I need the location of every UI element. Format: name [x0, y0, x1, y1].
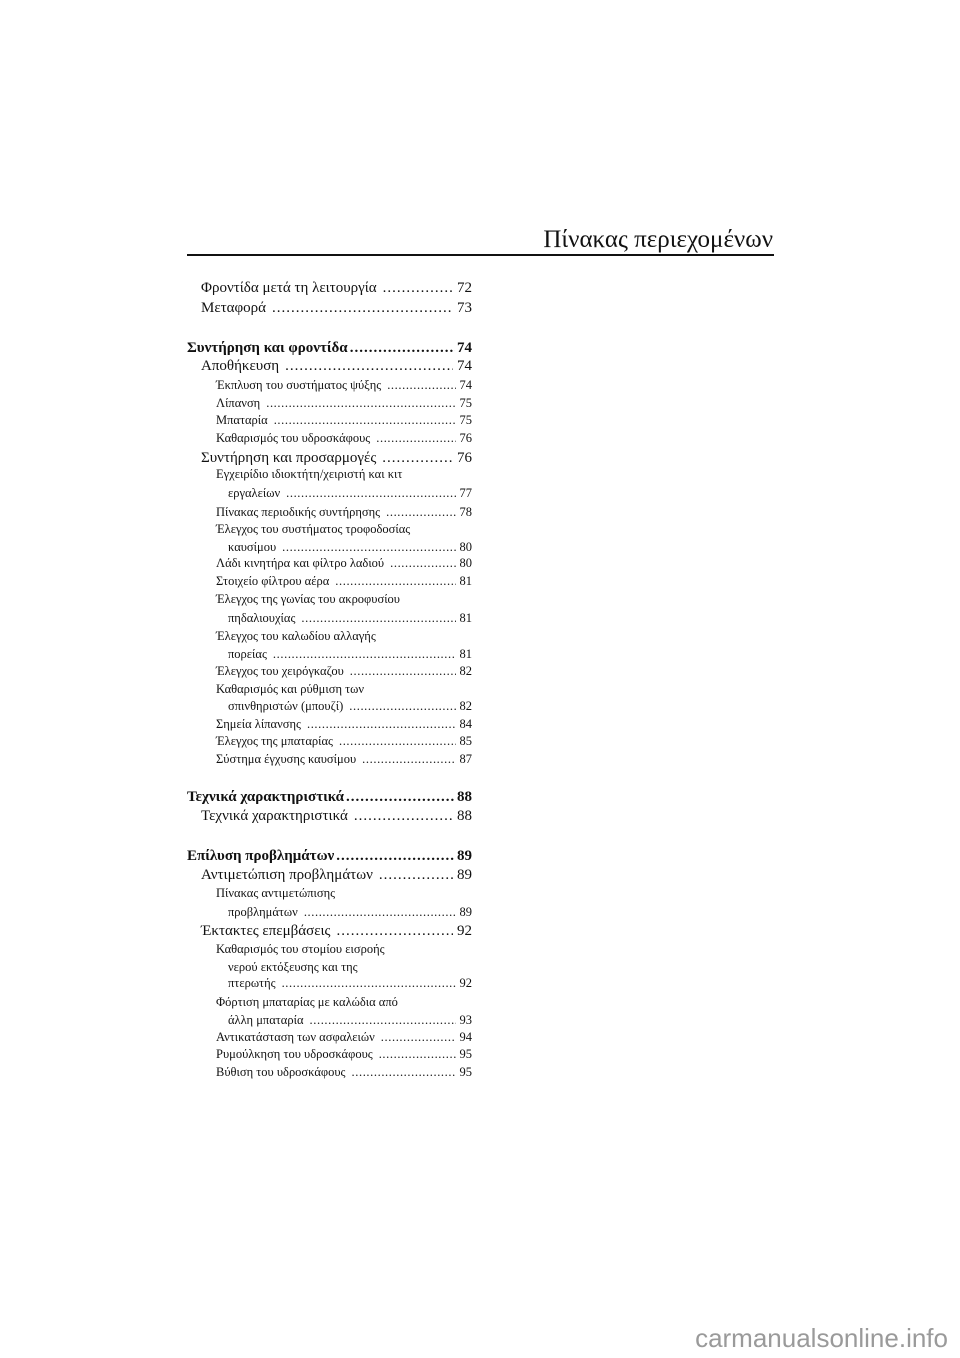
toc-leader-dots: [336, 848, 455, 865]
toc-entry-title: Έλεγχος του καλωδίου αλλαγής: [216, 629, 376, 643]
toc-entry-page: 72: [457, 280, 472, 296]
toc-entry-title: Πίνακας περιοδικής συντήρησης: [216, 505, 381, 519]
toc-leader-dots: [386, 505, 455, 520]
page-title: Πίνακας περιεχομένων: [543, 226, 773, 253]
toc-leader-dots: [307, 717, 456, 732]
toc-entry-page: 81: [459, 611, 472, 625]
toc-leader-dots: [350, 664, 456, 679]
toc-entry[interactable]: [187, 340, 472, 357]
toc-entry-title: άλλη μπαταρία: [228, 1013, 304, 1027]
toc-entry-page: 81: [459, 647, 472, 661]
toc-entry[interactable]: [228, 540, 472, 555]
toc-leader-dots: [379, 867, 453, 884]
toc-entry[interactable]: [216, 717, 472, 732]
toc-entry[interactable]: [228, 976, 472, 991]
toc-entry-page: 95: [459, 1047, 472, 1061]
toc-entry-title: Σύστημα έγχυσης καυσίμου: [216, 752, 357, 766]
toc-entry[interactable]: [216, 592, 472, 607]
toc-entry-page: 93: [459, 1013, 472, 1027]
toc-entry-title: Αντικατάσταση των ασφαλειών: [216, 1030, 375, 1044]
toc-entry[interactable]: [216, 556, 472, 571]
toc-leader-dots: [352, 1065, 456, 1080]
toc-entry[interactable]: [216, 378, 472, 393]
toc-entry-title: σπινθηριστών (μπουζί): [228, 699, 344, 713]
toc-entry[interactable]: [228, 905, 472, 920]
toc-leader-dots: [286, 486, 455, 501]
toc-leader-dots: [282, 976, 456, 991]
toc-entry[interactable]: [216, 995, 472, 1010]
toc-entry-page: 75: [459, 413, 472, 427]
toc-entry[interactable]: [216, 396, 472, 411]
toc-entry-title: Φόρτιση μπαταρίας με καλώδια από: [216, 995, 398, 1009]
toc-entry[interactable]: [228, 611, 472, 626]
toc-entry[interactable]: [216, 1047, 472, 1062]
toc-leader-dots: [282, 540, 455, 555]
toc-entry-title: Ρυμούλκηση του υδροσκάφους: [216, 1047, 373, 1061]
toc-entry[interactable]: [216, 522, 472, 537]
toc-leader-dots: [346, 789, 455, 806]
toc-entry-page: 80: [459, 540, 472, 554]
toc-entry-page: 89: [459, 905, 472, 919]
toc-entry-title: Εγχειρίδιο ιδιοκτήτη/χειριστή και κιτ: [216, 467, 403, 481]
toc-leader-dots: [301, 611, 455, 626]
toc-leader-dots: [274, 413, 456, 428]
toc-entry-page: 88: [457, 808, 472, 824]
toc-entry-page: 76: [457, 450, 472, 466]
toc-entry-title: Συντήρηση και φροντίδα: [187, 340, 348, 356]
toc-leader-dots: [379, 1047, 456, 1062]
toc-entry[interactable]: [201, 450, 472, 467]
toc-leader-dots: [354, 808, 453, 825]
toc-leader-dots: [285, 358, 453, 375]
toc-entry[interactable]: [216, 886, 472, 901]
toc-entry[interactable]: [201, 300, 472, 317]
toc-entry-page: 82: [459, 699, 472, 713]
toc-entry-title: Έκπλυση του συστήματος ψύξης: [216, 378, 382, 392]
toc-entry[interactable]: [187, 789, 472, 806]
toc-entry-page: 95: [459, 1065, 472, 1079]
toc-leader-dots: [381, 1030, 456, 1045]
toc-entry-title: πτερωτής: [228, 976, 276, 990]
toc-entry[interactable]: [228, 960, 472, 975]
toc-entry-title: Τεχνικά χαρακτηριστικά: [187, 789, 345, 805]
toc-entry-title: Καθαρισμός του υδροσκάφους: [216, 431, 371, 445]
toc-entry-page: 80: [459, 556, 472, 570]
toc-leader-dots: [362, 752, 455, 767]
toc-entry-title: Βύθιση του υδροσκάφους: [216, 1065, 346, 1079]
toc-entry-title: Έλεγχος του χειρόγκαζου: [216, 664, 344, 678]
toc-entry[interactable]: [201, 358, 472, 375]
toc-leader-dots: [350, 340, 455, 357]
toc-entry-title: Στοιχείο φίλτρου αέρα: [216, 574, 330, 588]
toc-entry-page: 81: [459, 574, 472, 588]
toc-entry-page: 75: [459, 396, 472, 410]
toc-entry-page: 74: [457, 340, 472, 356]
toc-entry-title: καυσίμου: [228, 540, 277, 554]
toc-leader-dots: [390, 556, 455, 571]
toc-entry-title: εργαλείων: [228, 486, 281, 500]
toc-leader-dots: [339, 734, 456, 749]
toc-entry[interactable]: [228, 486, 472, 501]
toc-entry-title: Καθαρισμός του στομίου εισροής: [216, 942, 385, 956]
toc-leader-dots: [273, 647, 456, 662]
toc-leader-dots: [335, 574, 455, 589]
toc-entry-title: Καθαρισμός και ρύθμιση των: [216, 682, 365, 696]
toc-entry[interactable]: [228, 647, 472, 662]
toc-entry[interactable]: [216, 574, 472, 589]
toc-leader-dots: [337, 923, 454, 940]
toc-entry-title: Τεχνικά χαρακτηριστικά: [201, 808, 348, 824]
toc-entry-title: Μπαταρία: [216, 413, 268, 427]
toc-entry-title: προβλημάτων: [228, 905, 298, 919]
toc-entry-title: Έλεγχος της μπαταρίας: [216, 734, 333, 748]
toc-entry-page: 74: [459, 378, 472, 392]
toc-entry-title: Συντήρηση και προσαρμογές: [201, 450, 377, 466]
toc-entry-title: Επίλυση προβλημάτων: [187, 848, 335, 864]
toc-leader-dots: [387, 378, 455, 393]
toc-entry-title: Σημεία λίπανσης: [216, 717, 301, 731]
toc-leader-dots: [272, 300, 453, 317]
toc-entry-page: 89: [457, 867, 472, 883]
toc-entry[interactable]: [201, 808, 472, 825]
toc-entry-title: Λίπανση: [216, 396, 261, 410]
toc-entry-page: 89: [457, 848, 472, 864]
toc-entry-title: νερού εκτόξευσης και της: [228, 960, 358, 974]
toc-entry[interactable]: [216, 942, 472, 957]
toc-entry-page: 73: [457, 300, 472, 316]
toc-entry-page: 87: [459, 752, 472, 766]
toc-entry-page: 88: [457, 789, 472, 805]
toc-entry[interactable]: [216, 431, 472, 446]
toc-entry[interactable]: [228, 1013, 472, 1028]
toc-entry[interactable]: [216, 1065, 472, 1080]
toc-leader-dots: [304, 905, 456, 920]
footer-watermark: carmanualsonline.info: [695, 1323, 948, 1353]
toc-entry-page: 77: [459, 486, 472, 500]
toc-entry[interactable]: [216, 664, 472, 679]
toc-entry-page: 82: [459, 664, 472, 678]
toc-entry-title: Έλεγχος της γωνίας του ακροφυσίου: [216, 592, 400, 606]
toc-entry[interactable]: [216, 1030, 472, 1045]
toc-entry-title: Αποθήκευση: [201, 358, 280, 374]
toc-entry-page: 94: [459, 1030, 472, 1044]
toc-leader-dots: [376, 431, 455, 446]
toc-entry-title: Μεταφορά: [201, 300, 267, 316]
toc-entry[interactable]: [216, 682, 472, 697]
toc-entry-title: Έλεγχος του συστήματος τροφοδοσίας: [216, 522, 411, 536]
toc-entry[interactable]: [216, 752, 472, 767]
toc-leader-dots: [349, 699, 455, 714]
toc-entry-title: πορείας: [228, 647, 267, 661]
toc-entry[interactable]: [216, 734, 472, 749]
toc-entry-page: 85: [459, 734, 472, 748]
toc-entry-page: 74: [457, 358, 472, 374]
toc-entry-title: Έκτακτες επεμβάσεις: [201, 923, 331, 939]
toc-leader-dots: [266, 396, 455, 411]
toc-entry[interactable]: [201, 280, 472, 297]
toc-entry-title: Αντιμετώπιση προβλημάτων: [201, 867, 373, 883]
toc-entry-page: 76: [459, 431, 472, 445]
toc-entry[interactable]: [228, 699, 472, 714]
toc-entry[interactable]: [201, 867, 472, 884]
toc-entry[interactable]: [216, 413, 472, 428]
toc-entry[interactable]: [201, 923, 472, 940]
toc-entry[interactable]: [216, 629, 472, 644]
toc-entry[interactable]: [216, 505, 472, 520]
toc-entry-page: 84: [459, 717, 472, 731]
toc-entry-page: 92: [459, 976, 472, 990]
toc-entry-title: Πίνακας αντιμετώπισης: [216, 886, 336, 900]
toc-leader-dots: [310, 1013, 456, 1028]
toc-leader-dots: [382, 450, 453, 467]
toc-entry-title: Φροντίδα μετά τη λειτουργία: [201, 280, 377, 296]
toc-entry-page: 92: [457, 923, 472, 939]
toc-entry[interactable]: [216, 467, 472, 482]
toc-entry-title: πηδαλιουχίας: [228, 611, 296, 625]
toc-leader-dots: [383, 280, 453, 297]
toc-entry-page: 78: [459, 505, 472, 519]
toc-entry[interactable]: [187, 848, 472, 865]
toc-entry-title: Λάδι κινητήρα και φίλτρο λαδιού: [216, 556, 385, 570]
